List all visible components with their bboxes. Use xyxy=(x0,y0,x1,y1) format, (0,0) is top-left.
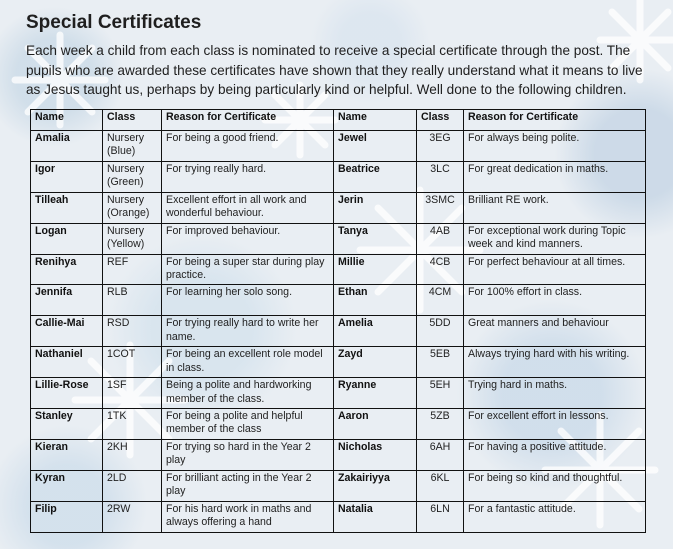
table-row xyxy=(31,161,646,192)
pupil-name: Stanley xyxy=(31,409,103,440)
certificate-reason: For being a good friend. xyxy=(162,131,334,162)
certificate-reason: Great manners and behaviour xyxy=(464,316,646,347)
certificate-reason: For excellent effort in lessons. xyxy=(464,409,646,440)
pupil-name: Callie-Mai xyxy=(31,316,103,347)
table-row xyxy=(31,378,646,409)
class-code: 6AH xyxy=(417,439,464,470)
class-code: 6LN xyxy=(417,501,464,532)
class-code: 2RW xyxy=(103,501,162,532)
header-class: Class xyxy=(103,110,162,131)
pupil-name: Igor xyxy=(31,161,103,192)
certificate-reason: For 100% effort in class. xyxy=(464,285,646,316)
table-row xyxy=(31,131,646,162)
certificate-reason: For trying so hard in the Year 2 play xyxy=(162,439,334,470)
class-code: REF xyxy=(103,254,162,285)
pupil-name: Millie xyxy=(334,254,417,285)
certificate-reason: For trying really hard. xyxy=(162,161,334,192)
certificate-reason: For learning her solo song. xyxy=(162,285,334,316)
class-code: 4CM xyxy=(417,285,464,316)
page-title: Special Certificates xyxy=(26,12,202,33)
pupil-name: Beatrice xyxy=(334,161,417,192)
table-row xyxy=(31,223,646,254)
certificate-reason: For being a polite and helpful member of the class xyxy=(162,409,334,440)
class-code: 5EB xyxy=(417,347,464,378)
class-code: 5DD xyxy=(417,316,464,347)
class-code: 4AB xyxy=(417,223,464,254)
table-header-row xyxy=(31,110,646,131)
certificate-reason: For having a positive attitude. xyxy=(464,439,646,470)
class-code: RSD xyxy=(103,316,162,347)
table-row xyxy=(31,439,646,470)
certificate-reason: Brilliant RE work. xyxy=(464,192,646,223)
pupil-name: Jerin xyxy=(334,192,417,223)
pupil-name: Ethan xyxy=(334,285,417,316)
pupil-name: Ryanne xyxy=(334,378,417,409)
pupil-name: Logan xyxy=(31,223,103,254)
certificate-reason: Always trying hard with his writing. xyxy=(464,347,646,378)
class-code: 2LD xyxy=(103,470,162,501)
table-row xyxy=(31,501,646,532)
certificate-reason: For being so kind and thoughtful. xyxy=(464,470,646,501)
pupil-name: Amalia xyxy=(31,131,103,162)
table-row xyxy=(31,316,646,347)
certificate-reason: Excellent effort in all work and wonderful behaviour. xyxy=(162,192,334,223)
pupil-name: Nicholas xyxy=(334,439,417,470)
class-code: 3SMC xyxy=(417,192,464,223)
intro-paragraph: Each week a child from each class is nominated to receive a special certificate through the post. The pupils who are awarded these certificates have shown that they really understand what it means to live as Jesus taught us, perhaps by being particularly kind or helpful. Well done to the following children. xyxy=(26,43,643,97)
class-code: 1SF xyxy=(103,378,162,409)
pupil-name: Jewel xyxy=(334,131,417,162)
table-row xyxy=(31,409,646,440)
certificate-reason: For improved behaviour. xyxy=(162,223,334,254)
table-row xyxy=(31,347,646,378)
pupil-name: Nathaniel xyxy=(31,347,103,378)
class-code: 1TK xyxy=(103,409,162,440)
pupil-name: Natalia xyxy=(334,501,417,532)
certificate-reason: For perfect behaviour at all times. xyxy=(464,254,646,285)
class-code: 3LC xyxy=(417,161,464,192)
certificates-table xyxy=(30,109,646,533)
class-code: 3EG xyxy=(417,131,464,162)
table-row xyxy=(31,285,646,316)
header-name: Name xyxy=(334,110,417,131)
pupil-name: Filip xyxy=(31,501,103,532)
pupil-name: Kyran xyxy=(31,470,103,501)
table-row xyxy=(31,254,646,285)
certificate-reason: For exceptional work during Topic week and kind manners. xyxy=(464,223,646,254)
class-code: Nursery (Yellow) xyxy=(103,223,162,254)
pupil-name: Renihya xyxy=(31,254,103,285)
table-row xyxy=(31,192,646,223)
certificate-reason: For being a super star during play practice. xyxy=(162,254,334,285)
header-reason: Reason for Certificate xyxy=(162,110,334,131)
pupil-name: Jennifa xyxy=(31,285,103,316)
header-class: Class xyxy=(417,110,464,131)
pupil-name: Amelia xyxy=(334,316,417,347)
class-code: 1COT xyxy=(103,347,162,378)
certificate-reason: For great dedication in maths. xyxy=(464,161,646,192)
certificate-reason: Being a polite and hardworking member of the class. xyxy=(162,378,334,409)
pupil-name: Tanya xyxy=(334,223,417,254)
table-row xyxy=(31,470,646,501)
certificate-reason: For being an excellent role model in class. xyxy=(162,347,334,378)
pupil-name: Aaron xyxy=(334,409,417,440)
pupil-name: Tilleah xyxy=(31,192,103,223)
class-code: 2KH xyxy=(103,439,162,470)
certificate-reason: For trying really hard to write her name. xyxy=(162,316,334,347)
class-code: 5EH xyxy=(417,378,464,409)
class-code: 5ZB xyxy=(417,409,464,440)
header-name: Name xyxy=(31,110,103,131)
class-code: 4CB xyxy=(417,254,464,285)
certificate-reason: For his hard work in maths and always offering a hand xyxy=(162,501,334,532)
certificate-reason: Trying hard in maths. xyxy=(464,378,646,409)
pupil-name: Zayd xyxy=(334,347,417,378)
header-reason: Reason for Certificate xyxy=(464,110,646,131)
pupil-name: Zakairiyya xyxy=(334,470,417,501)
class-code: 6KL xyxy=(417,470,464,501)
pupil-name: Lillie-Rose xyxy=(31,378,103,409)
class-code: RLB xyxy=(103,285,162,316)
class-code: Nursery (Green) xyxy=(103,161,162,192)
certificate-reason: For a fantastic attitude. xyxy=(464,501,646,532)
class-code: Nursery (Orange) xyxy=(103,192,162,223)
class-code: Nursery (Blue) xyxy=(103,131,162,162)
certificate-reason: For brilliant acting in the Year 2 play xyxy=(162,470,334,501)
certificate-reason: For always being polite. xyxy=(464,131,646,162)
pupil-name: Kieran xyxy=(31,439,103,470)
